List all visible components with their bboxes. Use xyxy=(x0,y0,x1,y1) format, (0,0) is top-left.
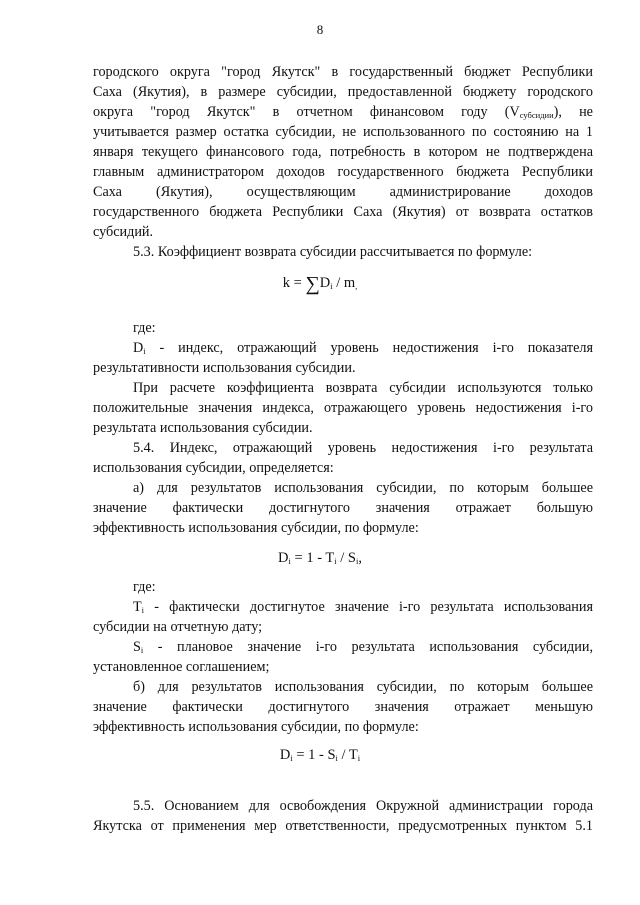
text-fragment: T xyxy=(133,599,142,615)
text-fragment: округа "город Якутск" в отчетном финансовом году (V xyxy=(93,104,520,120)
subscript: i xyxy=(357,753,361,763)
formula-part: D xyxy=(279,747,291,763)
text-fragment: ), не xyxy=(553,104,593,120)
subscript: субсидии xyxy=(519,110,554,120)
text-line: субсидий. xyxy=(93,224,154,240)
text-line: 5.3. Коэффициент возврата субсидии рассчитывается по формуле: xyxy=(133,244,533,260)
page-number: 8 xyxy=(316,22,324,37)
text-fragment: S xyxy=(133,639,141,655)
formula-part: / m xyxy=(332,275,356,291)
text-line: Саха (Якутия), в размере субсидии, предоставленной бюджету городского xyxy=(93,84,593,100)
subscript: i xyxy=(334,556,337,566)
text-line: января текущего финансового года, потребность в котором не подтверждена xyxy=(93,144,593,160)
text-line: эффективность использования субсидии, по формуле: xyxy=(93,520,419,536)
text-fragment: D xyxy=(133,340,144,356)
formula-part: k = xyxy=(282,275,306,291)
text-line: городского округа "город Якутск" в государственный бюджет Республики xyxy=(93,64,593,80)
formula-part: , xyxy=(358,550,362,566)
text-line: главным администратором доходов государственного бюджета Республики xyxy=(93,164,593,180)
subscript: i xyxy=(143,346,146,356)
subscript: i xyxy=(355,556,359,566)
formula-part: / T xyxy=(337,747,358,763)
subscript: i xyxy=(140,645,144,655)
text-line: 5.4. Индекс, отражающий уровень недостижения i-го результата xyxy=(133,440,593,456)
text-line: установленное соглашением; xyxy=(93,659,270,675)
text-line: результативности использования субсидии. xyxy=(93,360,356,376)
text-line: учитывается размер остатка субсидии, не использованного по состоянию на 1 xyxy=(93,124,593,140)
subscript: i xyxy=(335,753,338,763)
formula-di-b xyxy=(0,747,640,764)
formula-di-a xyxy=(0,550,640,567)
sum-symbol: ∑ xyxy=(305,273,320,295)
text-line: Якутска от применения мер ответственности, предусмотренных пунктом 5.1 xyxy=(93,818,593,834)
text-line: 5.5. Основанием для освобождения Окружной администрации города xyxy=(133,798,593,814)
text-line: Саха (Якутия), осуществляющим администрирование доходов xyxy=(93,184,593,200)
formula-part: D xyxy=(319,275,331,291)
subscript: i xyxy=(330,281,333,291)
subscript: i xyxy=(288,556,291,566)
text-line: где: xyxy=(133,579,156,595)
formula-k xyxy=(0,274,640,294)
subscript: i xyxy=(141,605,145,615)
text-line: значение фактически достигнутого значения отражает большую xyxy=(93,500,593,516)
text-line: субсидии на отчетную дату; xyxy=(93,619,263,635)
text-line: государственного бюджета Республики Саха (Якутия) от возврата остатков xyxy=(93,204,593,220)
text-line: где: xyxy=(133,320,156,336)
formula-part: = 1 - T xyxy=(290,550,335,566)
text-line: эффективность использования субсидии, по формуле: xyxy=(93,719,419,735)
text-fragment: - плановое значение i-го результата использования субсидии, xyxy=(143,639,593,655)
text-line: значение фактически достигнутого значения отражает меньшую xyxy=(93,699,593,715)
text-line: использования субсидии, определяется: xyxy=(93,460,334,476)
text-line: результата использования субсидии. xyxy=(93,420,313,436)
text-fragment: - индекс, отражающий уровень недостижения i-го показателя xyxy=(145,340,593,356)
text-line: При расчете коэффициента возврата субсидии используются только xyxy=(133,380,593,396)
subscript: i xyxy=(290,753,293,763)
text-fragment: - фактически достигнутое значение i-го результата использования xyxy=(144,599,593,615)
text-line: положительные значения индекса, отражающего уровень недостижения i-го xyxy=(93,400,593,416)
formula-part: / S xyxy=(336,550,356,566)
formula-part: = 1 - S xyxy=(292,747,336,763)
formula-part: , xyxy=(355,281,358,291)
text-line: а) для результатов использования субсидии, по которым большее xyxy=(133,480,593,496)
formula-part: D xyxy=(278,550,289,566)
text-line: б) для результатов использования субсидии, по которым большее xyxy=(133,679,593,695)
